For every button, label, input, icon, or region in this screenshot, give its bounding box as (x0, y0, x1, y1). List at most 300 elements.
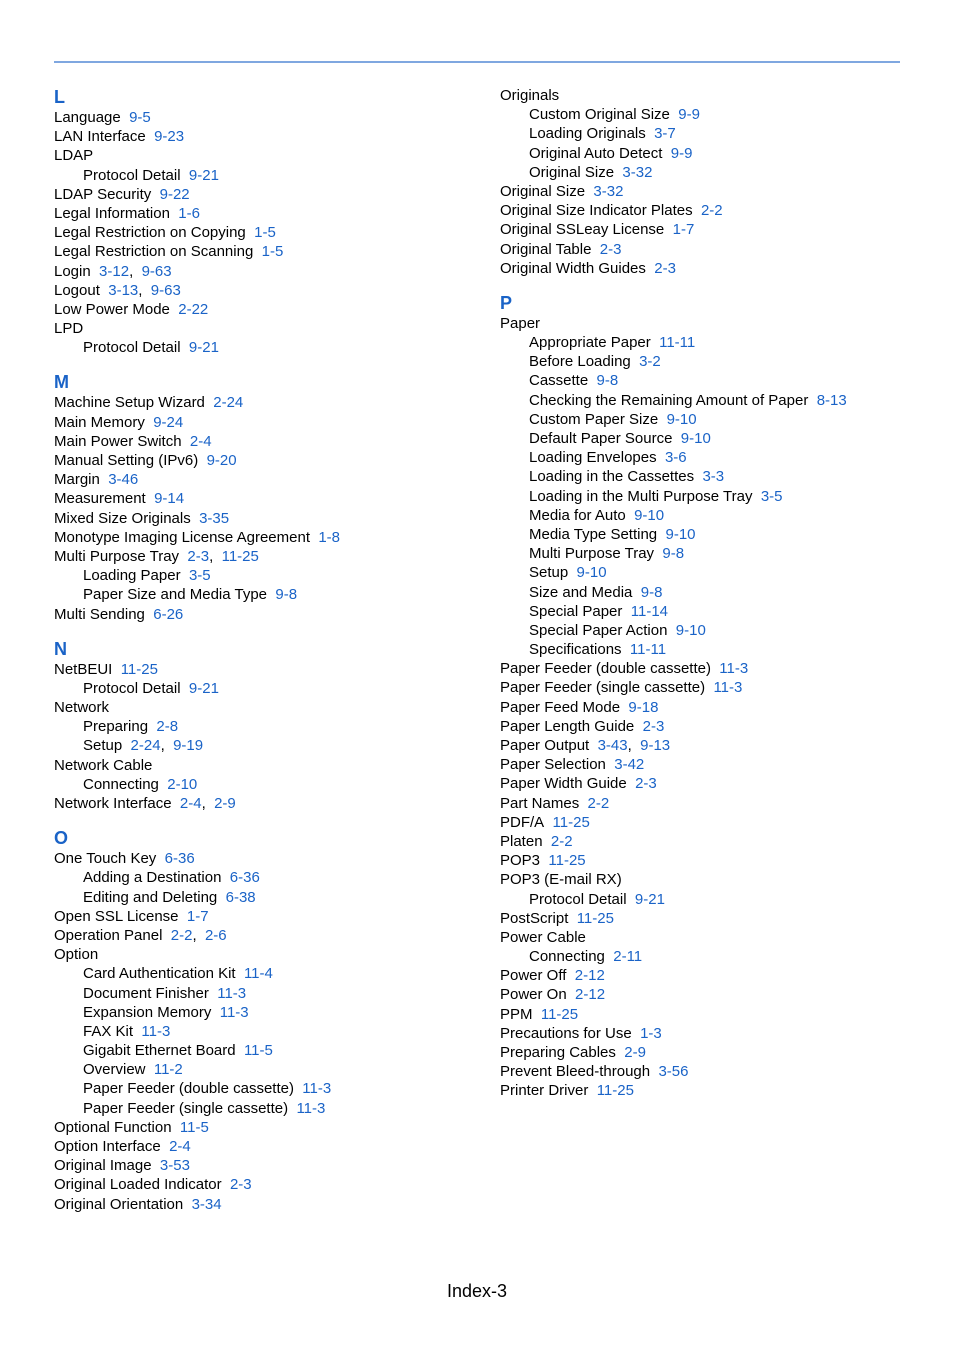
index-term: Gigabit Ethernet Board (83, 1042, 236, 1060)
page-reference-link[interactable]: 2-24 (213, 394, 244, 412)
index-term: PPM (500, 1005, 533, 1023)
index-term: Original Size (500, 182, 586, 200)
index-term: Open SSL License (54, 907, 179, 925)
index-entry (54, 509, 474, 528)
index-subentry (500, 563, 920, 582)
index-subentry (54, 566, 474, 585)
page-separator: , (627, 737, 632, 754)
page-reference-link[interactable]: 11-3 (141, 1022, 171, 1040)
index-term: Optional Function (54, 1118, 172, 1136)
index-entry (54, 127, 474, 146)
index-term: LPD (54, 320, 84, 338)
index-term: Legal Restriction on Copying (54, 224, 246, 242)
index-term: Precautions for Use (500, 1024, 632, 1042)
page-reference-link[interactable]: 9-21 (188, 679, 219, 697)
page-reference-link[interactable]: 9-10 (666, 410, 697, 428)
index-term: Language (54, 109, 121, 126)
index-entry (500, 220, 920, 239)
index-term: Main Power Switch (54, 432, 182, 450)
index-term: Machine Setup Wizard (54, 394, 205, 412)
page-reference-link[interactable]: 2-2 (587, 794, 610, 812)
index-subentry (54, 1022, 474, 1041)
index-entry (500, 240, 920, 259)
index-term: Loading Originals (529, 125, 646, 143)
index-entry (500, 870, 920, 889)
index-entry (54, 223, 474, 242)
index-subentry (54, 1041, 474, 1060)
index-entry (500, 659, 920, 678)
index-term: Low Power Mode (54, 300, 170, 318)
index-term: Special Paper (529, 602, 623, 620)
index-subentry (500, 602, 920, 621)
index-entry (500, 259, 920, 278)
index-term: Paper Output (500, 737, 590, 754)
index-entry (54, 756, 474, 775)
index-term: Protocol Detail (83, 679, 181, 697)
page-reference-link[interactable]: 3-53 (159, 1157, 190, 1175)
page-reference-link[interactable]: 11-25 (552, 813, 590, 831)
index-term: Multi Purpose Tray (529, 545, 655, 563)
index-entry (54, 1195, 474, 1214)
index-entry (54, 242, 474, 261)
page-reference-link[interactable]: 9-13 (640, 737, 671, 754)
index-subentry (54, 338, 474, 357)
index-term: Main Memory (54, 413, 145, 431)
page-reference-link[interactable]: 3-43 (597, 737, 628, 754)
index-subentry (54, 775, 474, 794)
index-term: Network Cable (54, 756, 153, 774)
index-entry (500, 1043, 920, 1062)
page-reference-link[interactable]: 9-10 (634, 506, 665, 524)
index-subentry (500, 448, 920, 467)
page-reference-link[interactable]: 3-7 (654, 125, 676, 143)
index-subentry (500, 583, 920, 602)
page-reference-link[interactable]: 2-3 (229, 1176, 252, 1194)
index-term: POP3 (500, 852, 541, 870)
index-entry (500, 1062, 920, 1081)
page-reference-link[interactable]: 11-4 (243, 965, 273, 983)
index-subentry (54, 1099, 474, 1118)
page-reference-link[interactable]: 3-35 (199, 509, 230, 527)
index-subentry (500, 410, 920, 429)
page-reference-link[interactable]: 1-5 (261, 243, 284, 261)
index-entry (54, 849, 474, 868)
page-reference-link[interactable]: 2-3 (654, 259, 676, 277)
page-reference-link[interactable]: 11-14 (630, 602, 669, 620)
page-reference-link[interactable]: 11-3 (302, 1080, 332, 1098)
index-term: Original Table (500, 240, 592, 258)
page-number: Index-3 (446, 1281, 508, 1301)
index-term: Expansion Memory (83, 1003, 212, 1021)
page-reference-link[interactable]: 9-63 (141, 262, 172, 280)
page-reference-link[interactable]: 2-2 (550, 832, 573, 850)
index-section-o (54, 827, 474, 1214)
index-term: LDAP (54, 147, 94, 165)
page-reference-link[interactable]: 11-25 (596, 1082, 634, 1100)
index-subentry (54, 679, 474, 698)
page-reference-link[interactable]: 9-10 (680, 430, 711, 447)
page-reference-link[interactable]: 11-3 (713, 679, 743, 697)
index-term: Connecting (83, 775, 159, 793)
index-subentry (54, 1003, 474, 1022)
index-term: Overview (83, 1061, 146, 1079)
page-reference-link[interactable]: 2-4 (169, 1138, 191, 1155)
page-reference-link[interactable]: 3-5 (760, 487, 783, 505)
index-term: Preparing (83, 718, 149, 736)
index-term: Power On (500, 986, 567, 1004)
index-term: Login (54, 262, 91, 280)
page-reference-link[interactable]: 2-6 (204, 926, 227, 944)
index-term: Loading in the Cassettes (529, 468, 695, 486)
index-entry (500, 813, 920, 832)
page-reference-link[interactable]: 9-8 (275, 586, 298, 604)
index-entry (54, 1118, 474, 1137)
page-reference-link[interactable]: 2-24 (130, 737, 161, 755)
page-reference-link[interactable]: 11-25 (540, 1005, 579, 1023)
index-term: Legal Information (54, 204, 170, 222)
index-entry (500, 1005, 920, 1024)
index-entry (54, 945, 474, 964)
index-term: Paper (500, 314, 541, 332)
index-term: NetBEUI (54, 660, 113, 678)
index-subentry (54, 166, 474, 185)
page-reference-link[interactable]: 11-11 (629, 641, 667, 659)
page-reference-link[interactable]: 1-7 (672, 221, 695, 239)
index-entry (500, 909, 920, 928)
index-entry (54, 1175, 474, 1194)
index-term: Custom Original Size (529, 106, 670, 124)
index-subentry (54, 717, 474, 736)
index-term: Logout (54, 281, 100, 299)
index-term: Original SSLeay License (500, 221, 665, 239)
index-entry (54, 547, 474, 566)
page-reference-link[interactable]: 3-3 (702, 468, 725, 486)
index-subentry (500, 467, 920, 486)
page-reference-link[interactable]: 2-3 (599, 240, 622, 258)
index-term: Setup (83, 737, 123, 755)
page-separator: , (160, 737, 165, 755)
top-rule (54, 61, 900, 63)
index-subentry (500, 640, 920, 659)
index-term: Checking the Remaining Amount of Paper (529, 391, 809, 409)
index-term: Measurement (54, 490, 146, 508)
index-term: Originals (500, 87, 560, 104)
page-reference-link[interactable]: 9-10 (665, 525, 696, 543)
page-separator: , (192, 926, 197, 944)
index-term: Setup (529, 564, 569, 582)
index-column-left (54, 86, 474, 1228)
index-entry (500, 678, 920, 697)
index-subentry (500, 544, 920, 563)
page-reference-link[interactable]: 2-11 (613, 948, 643, 966)
page-reference-link[interactable]: 6-36 (164, 850, 195, 868)
page-reference-link[interactable]: 8-13 (816, 391, 847, 409)
index-term: Power Off (500, 967, 567, 985)
page-reference-link[interactable]: 3-32 (622, 163, 653, 181)
index-term: Size and Media (529, 583, 633, 601)
page-separator: , (201, 795, 206, 812)
index-subentry (500, 105, 920, 124)
index-entry (500, 851, 920, 870)
index-term: Protocol Detail (529, 890, 627, 908)
index-subentry (54, 736, 474, 755)
page-reference-link[interactable]: 11-5 (243, 1042, 273, 1060)
page-reference-link[interactable]: 11-25 (120, 660, 158, 678)
index-subentry (54, 888, 474, 907)
index-term: Power Cable (500, 928, 586, 946)
page-reference-link[interactable]: 3-42 (614, 756, 645, 774)
index-entry (500, 86, 920, 105)
index-term: Paper Selection (500, 756, 606, 774)
page-reference-link[interactable]: 9-23 (154, 128, 185, 146)
index-subentry (500, 333, 920, 352)
index-term: Multi Purpose Tray (54, 547, 180, 565)
index-term: Mixed Size Originals (54, 509, 191, 527)
page-reference-link[interactable]: 9-10 (675, 621, 706, 639)
index-subentry (500, 144, 920, 163)
page-reference-link[interactable]: 2-22 (178, 300, 209, 318)
index-term: Default Paper Source (529, 430, 673, 447)
index-subentry (500, 506, 920, 525)
page-reference-link[interactable]: 2-9 (214, 795, 236, 812)
page-reference-link[interactable]: 9-22 (159, 185, 190, 203)
index-term: Multi Sending (54, 605, 145, 623)
page-reference-link[interactable]: 11-25 (221, 547, 259, 565)
index-entry (54, 300, 474, 319)
index-term: Original Size (529, 163, 615, 181)
page-reference-link[interactable]: 1-5 (254, 224, 276, 242)
page-reference-link[interactable]: 11-3 (296, 1099, 326, 1117)
page-reference-link[interactable]: 1-8 (318, 528, 341, 546)
page-reference-link[interactable]: 6-36 (229, 869, 260, 887)
index-entry (54, 528, 474, 547)
index-term: Network Interface (54, 795, 172, 812)
page-separator: , (129, 262, 134, 280)
page-reference-link[interactable]: 3-32 (593, 182, 624, 200)
index-term: Margin (54, 471, 100, 489)
index-entry (54, 489, 474, 508)
page-reference-link[interactable]: 2-4 (179, 795, 202, 812)
page-reference-link[interactable]: 11-25 (576, 909, 614, 927)
index-section-continued (500, 86, 920, 278)
page-reference-link[interactable]: 2-3 (187, 547, 210, 565)
page-reference-link[interactable]: 9-63 (150, 281, 181, 299)
section-letter: M (54, 372, 69, 393)
index-entry (54, 281, 474, 300)
index-term: Manual Setting (IPv6) (54, 452, 199, 469)
index-term: Loading Paper (83, 567, 181, 585)
page-reference-link[interactable]: 2-10 (167, 775, 198, 793)
index-term: Operation Panel (54, 926, 163, 944)
page-separator: , (138, 281, 143, 299)
page-reference-link[interactable]: 9-21 (634, 890, 665, 908)
index-term: Appropriate Paper (529, 334, 651, 352)
index-term: Paper Feeder (double cassette) (500, 660, 711, 678)
index-subentry (500, 163, 920, 182)
index-term: Paper Feeder (single cassette) (83, 1099, 289, 1117)
index-entry (54, 262, 474, 281)
index-term: Prevent Bleed-through (500, 1063, 651, 1081)
page-reference-link[interactable]: 2-9 (624, 1044, 646, 1061)
index-term: Paper Feeder (double cassette) (83, 1080, 294, 1098)
section-letter: N (54, 638, 67, 659)
index-subentry (500, 947, 920, 966)
page-reference-link[interactable]: 9-20 (206, 452, 237, 469)
index-term: Paper Feed Mode (500, 698, 621, 716)
index-subentry (54, 1079, 474, 1098)
index-subentry (54, 984, 474, 1003)
index-term: LDAP Security (54, 185, 152, 203)
page-reference-link[interactable]: 2-2 (170, 926, 193, 944)
index-term: FAX Kit (83, 1022, 134, 1040)
index-term: Paper Feeder (single cassette) (500, 679, 706, 697)
page-reference-link[interactable]: 3-13 (108, 281, 139, 299)
page-reference-link[interactable]: 9-18 (628, 698, 659, 716)
index-term: Special Paper Action (529, 621, 668, 639)
index-term: Preparing Cables (500, 1044, 616, 1061)
index-subentry (500, 429, 920, 448)
index-term: Media Type Setting (529, 525, 658, 543)
index-term: Custom Paper Size (529, 410, 659, 428)
index-term: Original Auto Detect (529, 144, 663, 162)
page-reference-link[interactable]: 2-2 (700, 202, 723, 220)
index-entry (54, 1156, 474, 1175)
page-reference-link[interactable]: 2-12 (574, 967, 605, 985)
page-reference-link[interactable]: 9-8 (640, 583, 663, 601)
index-term: Document Finisher (83, 984, 209, 1002)
page-reference-link[interactable]: 2-3 (635, 775, 657, 793)
index-entry (500, 774, 920, 793)
index-subentry (500, 525, 920, 544)
index-term: Paper Size and Media Type (83, 586, 268, 604)
index-subentry (54, 964, 474, 983)
index-entry (54, 185, 474, 204)
index-term: Network (54, 699, 110, 717)
index-term: Connecting (529, 948, 605, 966)
index-subentry (500, 352, 920, 371)
page-reference-link[interactable]: 2-4 (189, 432, 212, 450)
index-entry (500, 314, 920, 333)
index-term: Loading in the Multi Purpose Tray (529, 487, 753, 505)
index-term: Before Loading (529, 353, 631, 371)
page-reference-link[interactable]: 3-46 (108, 471, 139, 489)
index-subentry (54, 585, 474, 604)
page-reference-link[interactable]: 9-14 (154, 490, 185, 508)
index-entry (500, 698, 920, 717)
index-entry (500, 832, 920, 851)
page-reference-link[interactable]: 9-5 (129, 109, 151, 126)
index-term: Platen (500, 832, 543, 850)
section-letter: O (54, 828, 69, 849)
index-entry (54, 451, 474, 470)
index-term: Protocol Detail (83, 339, 181, 357)
section-letter: L (54, 87, 65, 107)
index-entry (54, 108, 474, 127)
index-entry (500, 794, 920, 813)
index-section-m (54, 371, 474, 623)
index-term: Printer Driver (500, 1082, 589, 1100)
index-entry (500, 201, 920, 220)
page-reference-link[interactable]: 3-5 (188, 567, 211, 585)
index-term: Loading Envelopes (529, 449, 657, 467)
index-term: Paper Width Guide (500, 775, 627, 793)
index-entry (54, 794, 474, 813)
page-reference-link[interactable]: 2-3 (642, 717, 665, 735)
index-term: Original Loaded Indicator (54, 1176, 222, 1194)
index-entry (500, 182, 920, 201)
page-separator: , (209, 547, 214, 565)
page-reference-link[interactable]: 9-8 (596, 372, 619, 390)
index-subentry (54, 1060, 474, 1079)
page-reference-link[interactable]: 1-7 (186, 907, 209, 925)
page-reference-link[interactable]: 3-56 (658, 1063, 689, 1081)
index-entry (500, 1081, 920, 1100)
index-term: Monotype Imaging License Agreement (54, 528, 310, 546)
page-reference-link[interactable]: 3-12 (99, 262, 130, 280)
page-reference-link[interactable]: 6-38 (225, 888, 256, 906)
index-term: Part Names (500, 794, 580, 812)
page-reference-link[interactable]: 3-34 (191, 1195, 222, 1213)
index-entry (500, 985, 920, 1004)
page-reference-link[interactable]: 11-3 (217, 984, 247, 1002)
page-reference-link[interactable]: 11-11 (659, 334, 696, 352)
index-term: Paper Length Guide (500, 717, 635, 735)
index-entry (500, 1024, 920, 1043)
page-reference-link[interactable]: 1-3 (640, 1024, 662, 1042)
index-subentry (500, 391, 920, 410)
page-reference-link[interactable]: 3-2 (639, 353, 661, 371)
page-reference-link[interactable]: 9-9 (670, 144, 693, 162)
index-section-n (54, 638, 474, 814)
page-reference-link[interactable]: 9-21 (188, 339, 219, 357)
index-term: One Touch Key (54, 850, 157, 868)
index-entry (500, 755, 920, 774)
index-term: POP3 (E-mail RX) (500, 871, 622, 889)
index-entry (54, 393, 474, 412)
index-entry (54, 926, 474, 945)
index-entry (54, 1137, 474, 1156)
index-entry (54, 432, 474, 451)
page-reference-link[interactable]: 11-25 (548, 852, 586, 870)
index-entry (54, 319, 474, 338)
index-term: LAN Interface (54, 128, 146, 146)
page-reference-link[interactable]: 9-8 (662, 545, 685, 563)
index-term: Card Authentication Kit (83, 965, 236, 983)
page-reference-link[interactable]: 6-26 (153, 605, 184, 623)
page-reference-link[interactable]: 9-21 (188, 166, 219, 184)
page-reference-link[interactable]: 2-12 (575, 986, 606, 1004)
index-term: PDF/A (500, 813, 545, 831)
page-reference-link[interactable]: 11-2 (153, 1061, 183, 1079)
page-reference-link[interactable]: 3-6 (664, 449, 687, 467)
index-subentry (54, 868, 474, 887)
index-term: Protocol Detail (83, 166, 181, 184)
index-column-right (500, 86, 920, 1115)
page-reference-link[interactable]: 1-6 (178, 204, 200, 222)
page-reference-link[interactable]: 9-9 (678, 106, 700, 124)
page-reference-link[interactable]: 11-3 (219, 1003, 249, 1021)
page-reference-link[interactable]: 9-19 (173, 737, 204, 755)
page-reference-link[interactable]: 11-5 (179, 1118, 209, 1136)
page-reference-link[interactable]: 2-8 (156, 718, 179, 736)
page-reference-link[interactable]: 9-24 (153, 413, 184, 431)
index-term: Option Interface (54, 1138, 161, 1155)
index-term: Specifications (529, 641, 622, 659)
index-subentry (500, 124, 920, 143)
page-reference-link[interactable]: 11-3 (719, 660, 749, 678)
page-reference-link[interactable]: 9-10 (576, 564, 607, 582)
index-subentry (500, 890, 920, 909)
